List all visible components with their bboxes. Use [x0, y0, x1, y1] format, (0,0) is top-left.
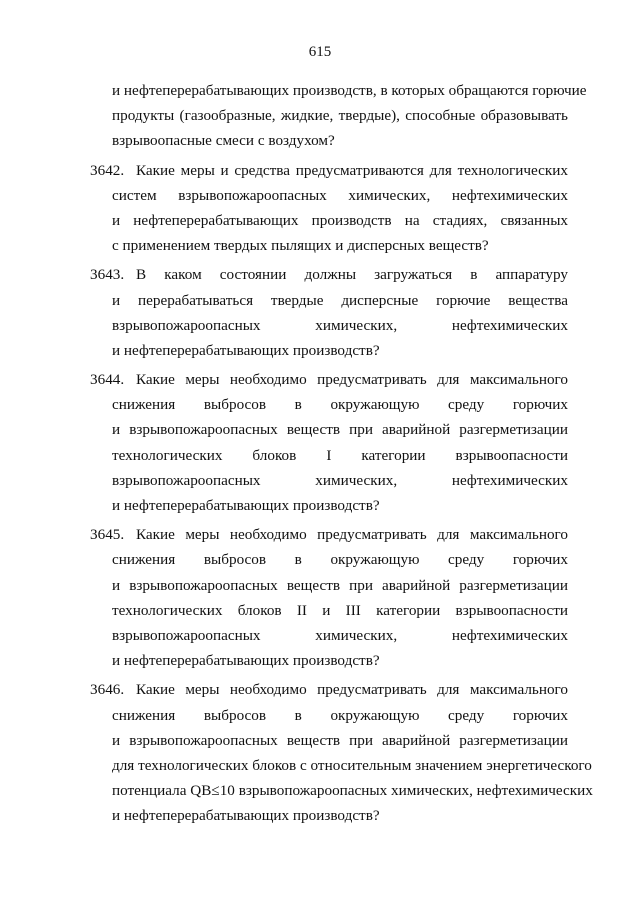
- text-line: и нефтеперерабатывающих производств, в которых обращаются горючие: [112, 82, 587, 99]
- text-line: технологических блоков II и III категории взрывоопасности: [112, 601, 568, 619]
- question-number: 3646.: [90, 681, 125, 699]
- text-line: взрывопожароопасных химических, нефтехимических: [112, 626, 568, 644]
- text-line: снижения выбросов в окружающую среду горючих: [112, 706, 568, 724]
- text-line: и взрывопожароопасных веществ при аварийной разгерметизации: [112, 731, 568, 749]
- question-3646: [90, 677, 593, 828]
- text-line: потенциала QB≤10 взрывопожароопасных химических, нефтехимических: [112, 782, 593, 800]
- text-line: и нефтеперерабатывающих производств?: [112, 341, 380, 359]
- question-3642: [90, 158, 568, 259]
- question-first-line: [90, 262, 568, 287]
- question-number: 3643.: [90, 266, 125, 284]
- question-3645: [90, 522, 568, 673]
- text-line: и перерабатываться твердые дисперсные горючие вещества: [112, 291, 568, 309]
- question-number: 3642.: [90, 161, 125, 179]
- question-first-line: [90, 367, 568, 392]
- question-text: Какие меры необходимо предусматривать для максимального: [136, 371, 568, 389]
- text-line: взрывопожароопасных химических, нефтехимических: [112, 471, 568, 489]
- text-line: и нефтеперерабатывающих производств?: [112, 497, 380, 514]
- text-line: снижения выбросов в окружающую среду горючих: [112, 396, 568, 414]
- question-number: 3644.: [90, 371, 125, 389]
- document-body: [90, 78, 593, 828]
- text-line: технологических блоков I категории взрывоопасности: [112, 446, 568, 464]
- question-text: Какие меры необходимо предусматривать для максимального: [136, 526, 568, 544]
- text-line: и взрывопожароопасных веществ при аварийной разгерметизации: [112, 576, 568, 594]
- text-line: для технологических блоков с относительным значением энергетического: [112, 756, 592, 774]
- page-number: 615: [308, 44, 332, 60]
- question-3643: [90, 262, 568, 363]
- question-text: Какие меры и средства предусматриваются для технологических: [136, 161, 568, 179]
- text-line: и нефтеперерабатывающих производств?: [112, 807, 380, 825]
- text-line: с применением твердых пылящих и дисперсных веществ?: [112, 237, 489, 255]
- question-first-line: [90, 522, 568, 547]
- text-line: и взрывопожароопасных веществ при аварийной разгерметизации: [112, 421, 568, 439]
- text-line: снижения выбросов в окружающую среду горючих: [112, 551, 568, 569]
- question-first-line: [90, 158, 568, 183]
- intro-paragraph: [90, 78, 587, 154]
- question-first-line: [90, 677, 568, 702]
- question-text: Какие меры необходимо предусматривать для максимального: [136, 681, 568, 699]
- text-line: взрывоопасные смеси с воздухом?: [112, 132, 335, 150]
- text-line: и нефтеперерабатывающих производств?: [112, 652, 380, 670]
- question-text: В каком состоянии должны загружаться в аппаратуру: [136, 266, 568, 284]
- text-line: и нефтеперерабатывающих производств на стадиях, связанных: [112, 211, 568, 229]
- question-number: 3645.: [90, 526, 125, 544]
- text-line: продукты (газообразные, жидкие, твердые), способные образовывать: [112, 107, 568, 125]
- text-line: систем взрывопожароопасных химических, нефтехимических: [112, 186, 568, 204]
- text-line: взрывопожароопасных химических, нефтехимических: [112, 316, 568, 334]
- question-3644: [90, 367, 568, 518]
